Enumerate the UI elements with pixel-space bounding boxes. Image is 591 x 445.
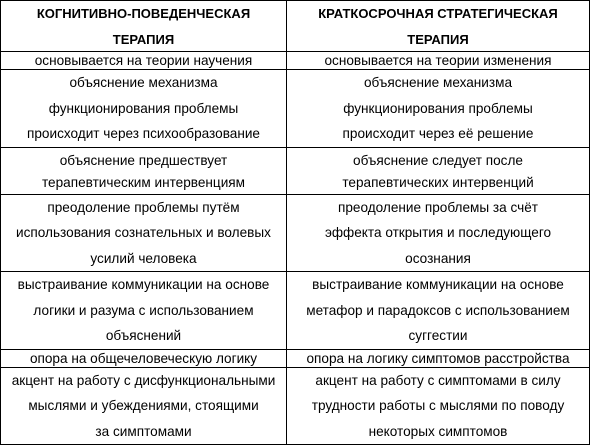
cell-right — [287, 349, 590, 367]
cell-line: объяснение следует после — [353, 152, 523, 168]
cell-left — [1, 349, 287, 367]
table-row — [1, 52, 590, 70]
cell-line: происходит через психообразование — [27, 126, 260, 141]
cell-left — [1, 194, 287, 272]
cell-left — [1, 70, 287, 148]
cell-left — [1, 272, 287, 350]
cell-line: использования сознательных и волевых — [16, 225, 271, 240]
cell-left — [1, 367, 287, 445]
cell-line: опора на логику симптомов расстройства — [306, 350, 570, 366]
header-bst-line1: КРАТКОСРОЧНАЯ СТРАТЕГИЧЕСКАЯ — [318, 6, 558, 21]
cell-line: осознания — [405, 250, 471, 266]
cell-right — [287, 272, 590, 350]
cell-line: объяснение механизма — [363, 75, 513, 90]
cell-line: логики и разума с использованием — [33, 302, 254, 318]
table-row — [1, 272, 590, 350]
cell-right — [287, 52, 590, 70]
cell-line: функционирования проблемы — [343, 100, 533, 116]
cell-line: трудности работы с мыслями по поводу — [311, 398, 565, 413]
cell-line: метафор и парадоксов с использованием — [306, 302, 570, 318]
cell-line: некоторых симптомов — [368, 423, 508, 439]
table-row — [1, 147, 590, 194]
cell-line: объяснение предшествует — [59, 152, 228, 168]
cell-line: терапевтическим интервенциям — [41, 174, 246, 190]
cell-right — [287, 367, 590, 445]
cell-line: опора на общечеловеческую логику — [29, 350, 258, 366]
cell-line: эффекта открытия и последующего — [324, 225, 552, 240]
header-cbt-line1: КОГНИТИВНО-ПОВЕДЕНЧЕСКАЯ — [36, 6, 251, 21]
cell-line: за симптомами — [95, 423, 192, 439]
cell-line: суггестии — [408, 328, 468, 343]
header-bst-line2: ТЕРАПИЯ — [407, 32, 469, 47]
cell-right — [287, 194, 590, 272]
cell-line: акцент на работу с симптомами в силу — [315, 372, 561, 388]
cell-line: усилий человека — [90, 250, 197, 266]
cell-right — [287, 70, 590, 148]
cell-line: акцент на работу с дисфункциональными — [11, 372, 276, 388]
cell-line: функционирования проблемы — [48, 100, 239, 116]
cell-line: преодоление проблемы за счёт — [338, 199, 538, 215]
header-cbt-line2: ТЕРАПИЯ — [112, 32, 175, 47]
cell-line: преодоление проблемы путём — [47, 199, 240, 215]
cell-line: основывается на теории изменения — [324, 53, 552, 68]
header-cbt — [1, 1, 287, 52]
table-row — [1, 194, 590, 272]
cell-line: выстраивание коммуникации на основе — [17, 277, 270, 292]
cell-line: объяснение механизма — [69, 75, 218, 90]
cell-line: терапевтических интервенций — [342, 174, 534, 190]
cell-line: объяснений — [105, 328, 182, 343]
cell-line: происходит через её решение — [342, 126, 534, 141]
cell-line: мыслями и убеждениями, стоящими — [28, 398, 259, 413]
table-header-row — [1, 1, 590, 52]
cell-right — [287, 147, 590, 194]
cell-line: выстраивание коммуникации на основе — [312, 277, 564, 292]
table-row — [1, 349, 590, 367]
table-row — [1, 367, 590, 445]
header-brief-strategic — [287, 1, 590, 52]
table-row — [1, 70, 590, 148]
cell-left — [1, 147, 287, 194]
cell-left — [1, 52, 287, 70]
cell-line: основывается на теории научения — [34, 53, 253, 68]
